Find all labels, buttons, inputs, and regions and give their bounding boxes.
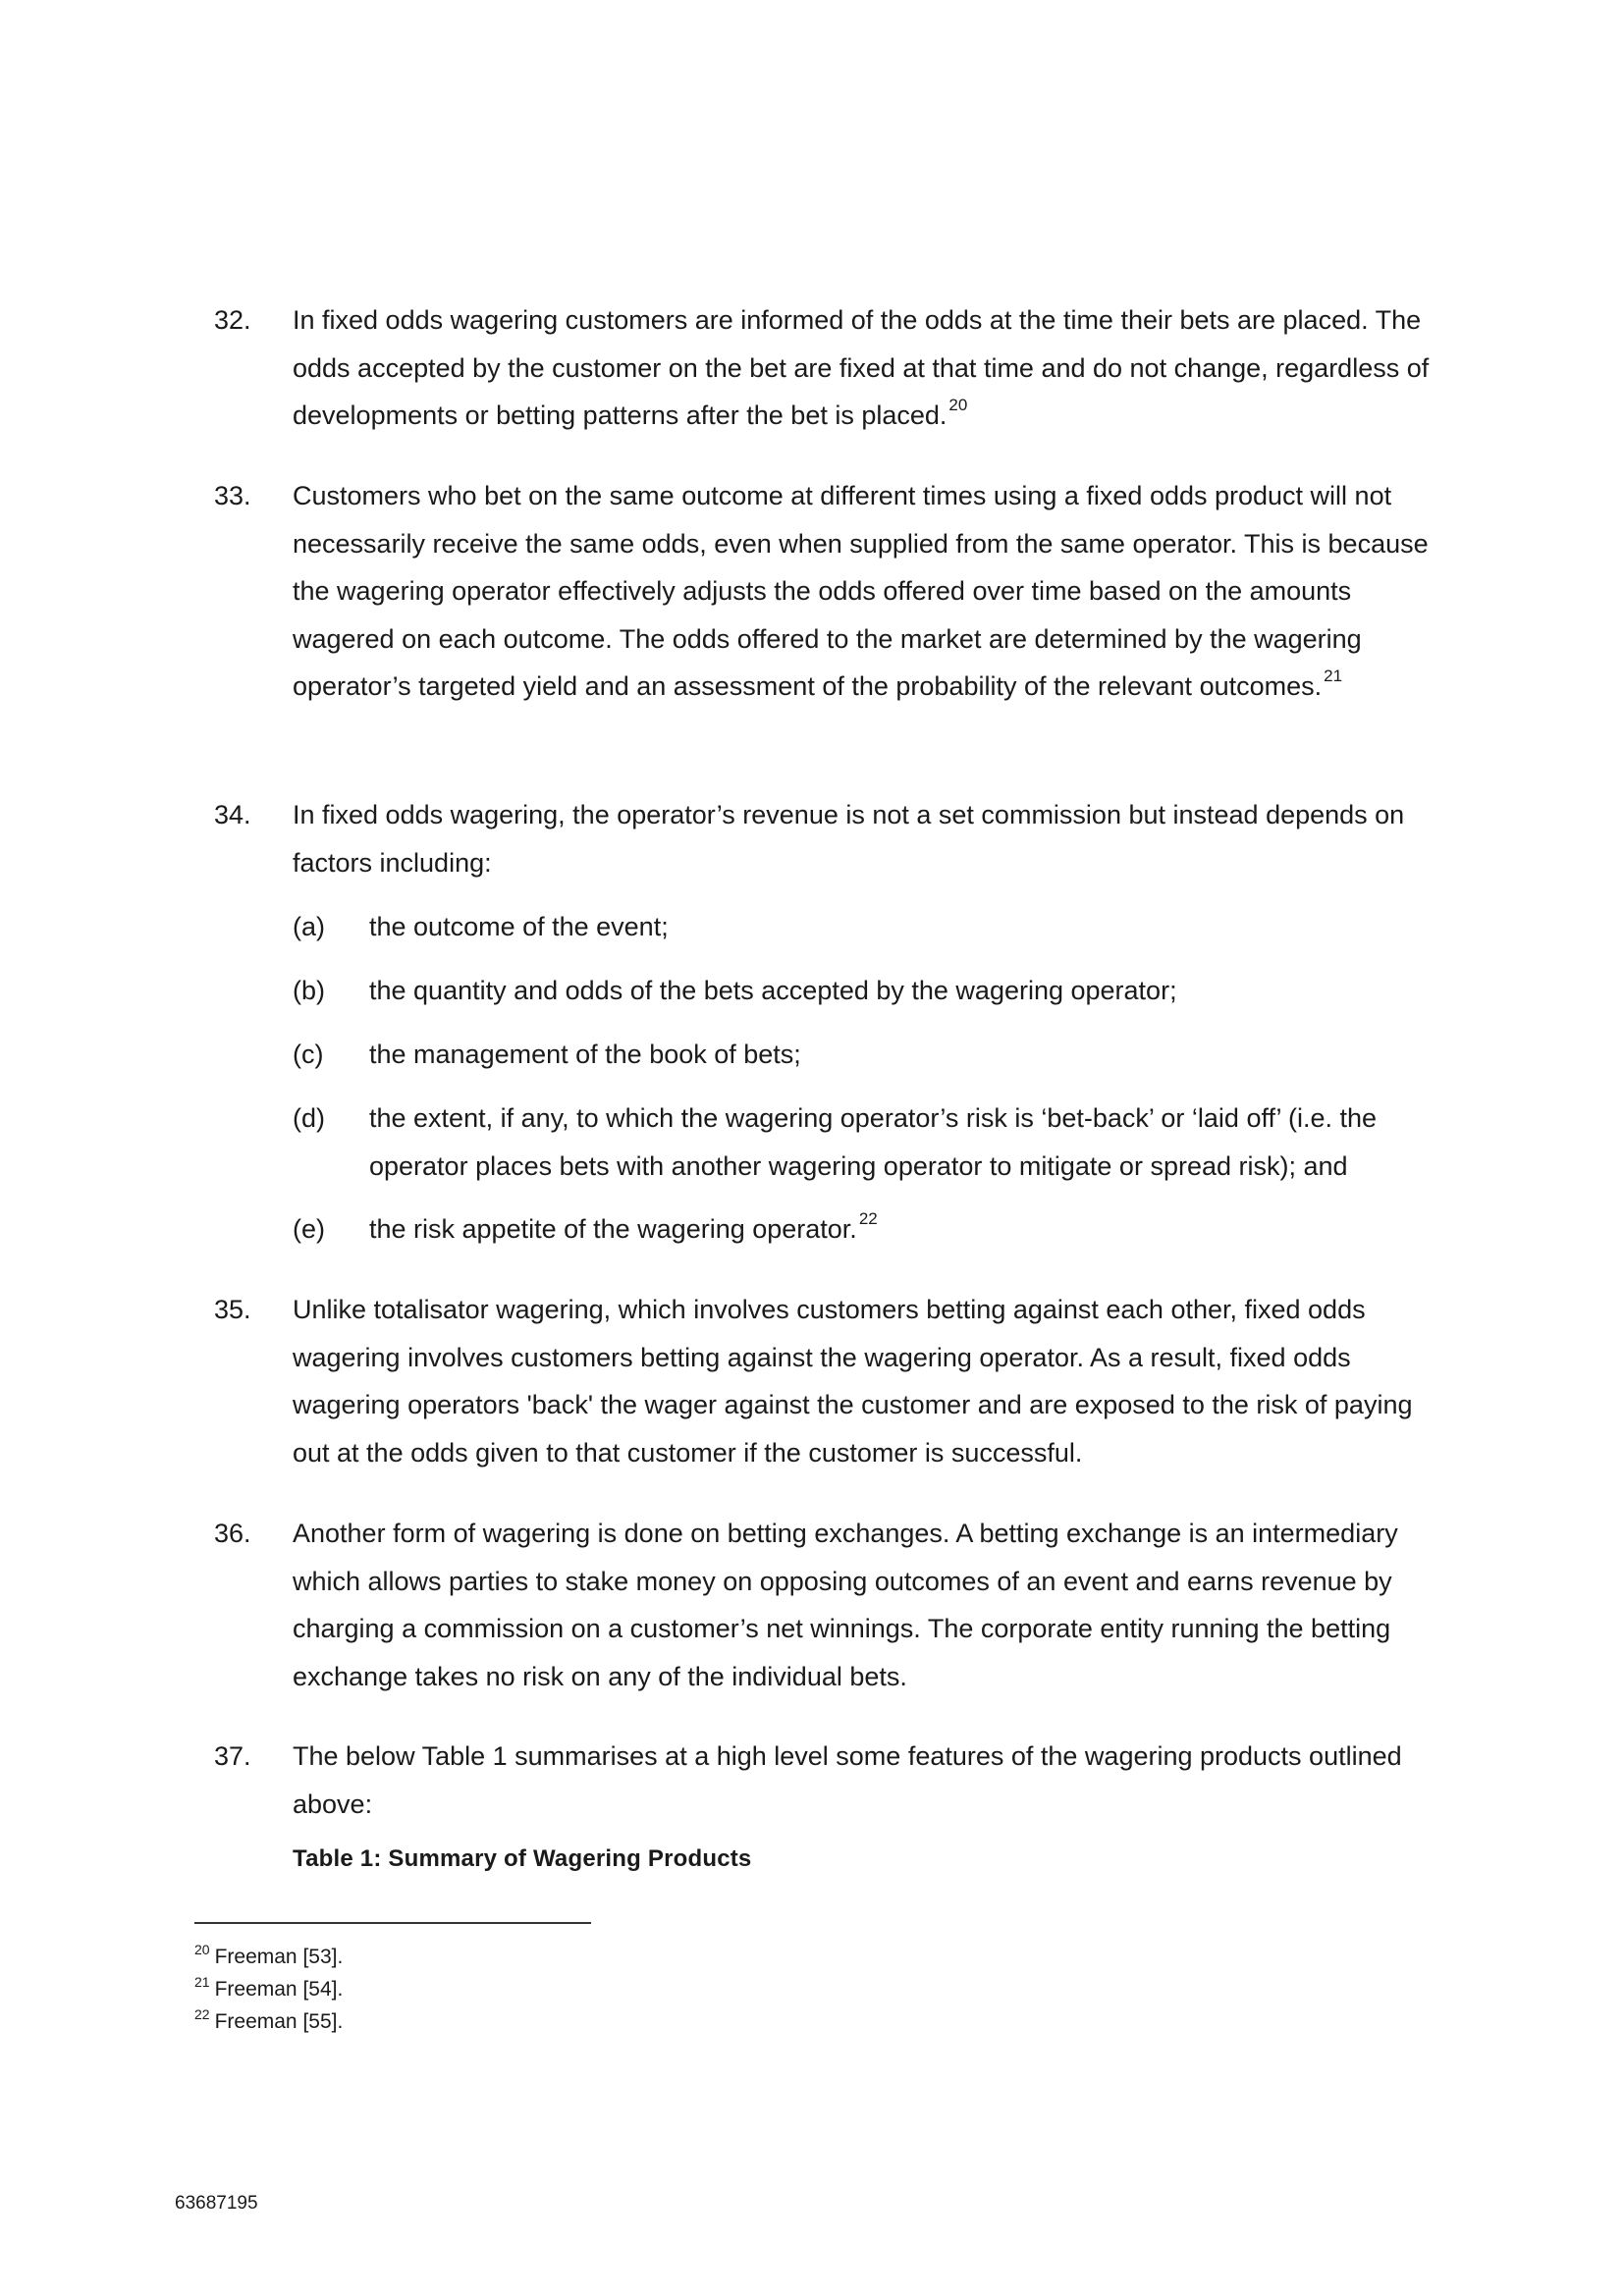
list-item — [293, 967, 1451, 1015]
paragraph-36 — [214, 1510, 1451, 1700]
list-item — [293, 903, 1451, 951]
footnote-text: Freeman [55]. — [214, 2010, 344, 2033]
paragraph-number: 34. — [214, 800, 251, 829]
paragraph-number: 37. — [214, 1741, 251, 1771]
list-item — [293, 1031, 1451, 1079]
paragraph-text: In fixed odds wagering, the operator’s revenue is not a set commission but instead depends on factors including: — [293, 800, 1405, 878]
table-caption: Table 1: Summary of Wagering Products — [293, 1845, 752, 1872]
paragraph-text: The below Table 1 summarises at a high level some features of the wagering products outlined above: — [293, 1741, 1402, 1819]
footnote — [194, 2006, 343, 2039]
footnote-separator — [194, 1922, 591, 1924]
paragraph-number: 33. — [214, 481, 251, 510]
paragraph-34 — [214, 791, 1451, 886]
list-item-label: (d) — [293, 1103, 325, 1133]
paragraph-37 — [214, 1733, 1451, 1828]
footnote-text: Freeman [53]. — [214, 1946, 344, 1968]
paragraph-32 — [214, 296, 1451, 440]
footnote-number: 20 — [194, 1942, 210, 1957]
list-item — [293, 1095, 1451, 1190]
footnote-ref: 20 — [948, 396, 968, 414]
footnote — [194, 1974, 343, 2006]
list-item-label: (a) — [293, 912, 325, 941]
list-item-text: the quantity and odds of the bets accepted by the wagering operator; — [369, 976, 1177, 1005]
paragraph-number: 36. — [214, 1519, 251, 1548]
list-item-text: the management of the book of bets; — [369, 1040, 801, 1069]
list-item-label: (e) — [293, 1214, 325, 1244]
list-item — [293, 1205, 1451, 1254]
paragraph-text: Unlike totalisator wagering, which involves customers betting against each other, fixed odds wagering involves customers betting against the wagering operator. As a result, fixed odds wagering operators 'back' the wager against the customer and are exposed to the risk of paying out at the odds given to that customer if the customer is successful. — [293, 1295, 1413, 1468]
footnote-number: 21 — [194, 1974, 210, 1990]
footnote — [194, 1942, 343, 1974]
list-item-text: the risk appetite of the wagering operator. $^{22}$ — [369, 1209, 878, 1244]
paragraph-text: Customers who bet on the same outcome at different times using a fixed odds product will not necessarily receive the same odds, even when supplied from the same operator. This is because the wagering operator effectively adjusts the odds offered over time based on the amounts wagered on each outcome. The odds offered to the market are determined by the wagering operator’s targeted yield and an assessment of the probability of the relevant outcomes. $^{21}$ — [293, 481, 1429, 701]
list-item-label: (b) — [293, 976, 325, 1005]
list-item-label: (c) — [293, 1040, 324, 1069]
list-item-text: the outcome of the event; — [369, 912, 669, 941]
paragraph-33 — [214, 472, 1451, 711]
list-item-text: the extent, if any, to which the wagering operator’s risk is ‘bet-back’ or ‘laid off’ (i.e. the operator places bets with another wagering operator to mitigate or spread risk); and — [369, 1103, 1377, 1181]
footnote-number: 22 — [194, 2006, 210, 2022]
paragraph-number: 35. — [214, 1295, 251, 1324]
document-id: 63687195 — [175, 2193, 258, 2214]
footnote-text: Freeman [54]. — [214, 1978, 344, 2001]
paragraph-35 — [214, 1286, 1451, 1476]
paragraph-text: Another form of wagering is done on betting exchanges. A betting exchange is an intermediary which allows parties to stake money on opposing outcomes of an event and earns revenue by charging a commission on a customer’s net winnings. The corporate entity running the betting exchange takes no risk on any of the individual bets. — [293, 1519, 1398, 1691]
paragraph-text: In fixed odds wagering customers are informed of the odds at the time their bets are placed. The odds accepted by the customer on the bet are fixed at that time and do not change, regardless of developments or betting patterns after the bet is placed. $^{20}$ — [293, 305, 1430, 430]
paragraph-number: 32. — [214, 305, 251, 335]
footnote-ref: 22 — [858, 1209, 878, 1228]
footnote-ref: 21 — [1324, 667, 1343, 685]
